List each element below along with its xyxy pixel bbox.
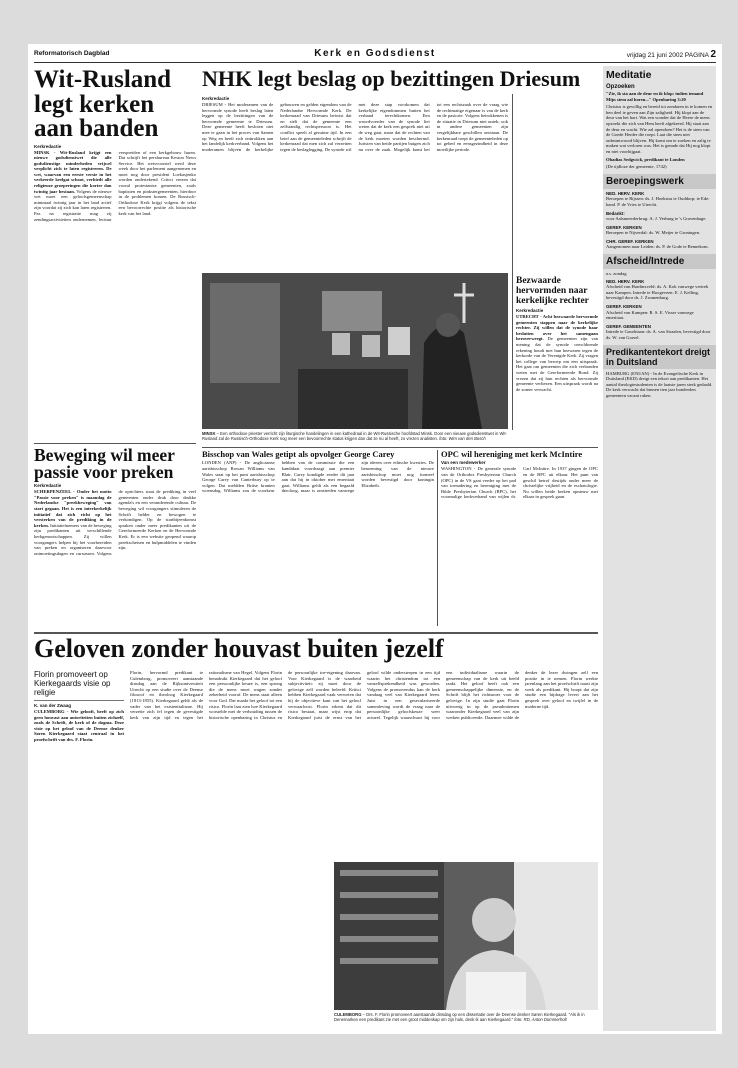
section-title: Kerk en Godsdienst — [314, 48, 436, 59]
beroep-church: GEREF. KERKEN — [606, 224, 642, 230]
body-kierkegaard-cont — [130, 862, 330, 1030]
divider — [202, 447, 598, 448]
article-kierkegaard-body — [130, 670, 598, 860]
article-opc — [441, 450, 598, 628]
body-bezwaarde — [516, 314, 598, 392]
masthead-name: Reformatorisch Dagblad — [34, 50, 110, 57]
meditatie-source: (De tijdloze der gemeente, 1742) — [606, 164, 667, 170]
article-preekbeweging — [34, 447, 196, 629]
meditatie-quote: "Zie, ik sta aan de deur en ik klop: indien iemand Mijn stem zal horen..." Openbaring 3:20 — [606, 91, 704, 102]
predikantentekort-title: Predikantentekort dreigt in Duitsland — [603, 345, 716, 369]
byline-kierkegaard: K. van der Zwaag — [34, 703, 72, 708]
caption-photo-florin: CULEMBORG – Drs. F. Florin promoveert aanstaande dinsdag op een dissertatie over de Deense denker Søren Kierkegaard. "Als ik in Denemarken een predikant zie met een groot middenkap om zijn hals, denk ik aan Kierkegaard." foto: RD, Anton Dommerholt — [334, 1012, 585, 1022]
caption-text-priest: Een orthodoxe priester verricht zijn liturgische handelingen in een kathedraal in de Wit-Russische hoofdstad Minsk. Door een nieuwe godsdienstwet in Wit-Rusland zal de Russisch-Orthodoxe Kerk nog meer een bevoorrechte status krijgen dan dat ze nu al heeft, zo vrezen analisten. — [202, 431, 507, 441]
afscheid-text: Afscheid van Kampen: R. S. E. Visser vanwege emeritaat. — [606, 309, 694, 321]
lead-preekbeweging: SCHERPENZEEL - Onder het motto "Passie voor preken" is maandag de Nederlandse "preekbeweging" van start gegaan. Het is een interkerkelijk initiatief dat zich richt op het versterken van de prediking in de kerken. — [34, 489, 112, 528]
article-driesum-body — [202, 94, 508, 270]
afscheid-text: Intrede te Goudriaan: ds. A. van Straalen, bevestigd door ds. W. van Gorsel. — [606, 329, 711, 340]
priest-photo-illustration — [202, 273, 508, 429]
header-page-number: 2 — [710, 49, 716, 60]
florin-photo-illustration — [334, 862, 598, 1010]
afscheid-church: GEREF. GEMEENTEN — [606, 323, 651, 329]
headline-opc: OPC wil hereniging met kerk McIntire — [441, 450, 583, 459]
body-opc: WASHINGTON - De generale synode van de Orthodox Presbyterian Church (OPC) in de VS gaat verder op het pad van toenadering en hereniging met de Bible Presbyterian Church (BPC), het voormalige kerkverband van wijlen dr. Carl McIntire. In 1937 gingen de OPC en de BPC uit elkaar. Het punt van geschil betrof destijds onder meer de christelijke vrijheid en de eschatologie. Nu willen beide kerken opnieuw met elkaar in gesprek gaan. — [441, 466, 598, 500]
deck-kierkegaard: Florin promoveert op Kierkegaards visie op religie — [34, 670, 111, 697]
byline-wit-rusland: Kerkredactie — [34, 143, 62, 149]
body-driesum-cont — [516, 94, 598, 270]
afscheid-entry — [606, 304, 713, 321]
header-date-page — [627, 49, 716, 60]
lead-text-kierkegaard: CULEMBORG - Wie gelooft, heeft op zich geen houvast aan autoriteiten buiten zichzelf, zoals de Schrift, de kerk of de dogma. Deze visie op het geloof van de Deense denker Søren Kierkegaard staat centraal in het proefschrift van drs. F. Florin. — [34, 709, 124, 742]
header-page-label: PAGINA — [684, 52, 709, 59]
headline-driesum: NHK legt beslag op bezittingen Driesum — [202, 68, 581, 91]
page-header — [34, 48, 716, 63]
lead-wit-rusland: MINSK - Wit-Rusland krijgt een nieuwe godsdienstwet die alle godsdienstige minderheden vrijwel verplicht zich te laten registreren. De wet, waarvan een eerste versie in het verkeerde keelgat schoot, verbiedt alle religieuze groeperingen die korter dan twintig jaar bestaan. — [34, 149, 112, 194]
caption-label-minsk: MINSK — [202, 431, 216, 436]
sidebar — [603, 66, 716, 1031]
divider-heavy — [34, 632, 598, 634]
photo-credit-florin: foto: RD, Anton Dommerholt — [514, 1017, 567, 1022]
afscheid-text: Afscheid van Hardinxveld: ds. A. Kok vanwege vertrek naar Kampen. Intrede te Hoogeveen: E. J. Kelling, bevestigd door ds. J. Zwanenburg. — [606, 284, 709, 301]
body-kierkegaard: Florin, hervormd predikant te Culemborg, promoveert aanstaande dinsdag aan de Rijksuniversiteit Utrecht op een studie over de Deense filosoof en theoloog Kierkegaard (1813-1855). Kierkegaard geldt als de vader van het existentialisme. Hij verzette zich fel tegen de gevestigde kerk van zijn tijd en tegen het rationalisme van Hegel. Volgens Florin benadrukt Kierkegaard dat het geloof een persoonlijke keuze is, een sprong die de mens moet wagen zonder zekerheid vooraf. De mens staat alleen voor God. Dat maakt het geloof tot een risico. Florin laat zien hoe Kierkegaard worstelde met de verhouding tussen de historische openbaring in Christus en de persoonlijke toe-eigening daarvan. Voor Kierkegaard is de waarheid subjectiviteit: zij moet door de gelovige zelf worden beleefd. Kritici hebben Kierkegaard vaak verweten dat hij de objectieve kant van het geloof verwaarloost. Florin erkent dat dit risico bestaat, maar wijst erop dat Kierkegaard juist de ernst van het geloof wilde onderstrepen in een tijd waarin het christendom tot een vanzelfsprekendheid was geworden. Volgens de promovendus kan de kerk vandaag veel van Kierkegaard leren. Juist in een geseculariseerde samenleving wordt de vraag naar de persoonlijke geloofskeuze weer actueel. Tegelijk waarschuwt hij voor een individualisme waarin de gemeenschap van de kerk uit beeld raakt. Het geloof heeft ook een gemeenschappelijke dimensie, en de Schrift blijft het richtsnoer voor de gelovige. In zijn studie gaat Florin uitvoerig in op de pseudoniemen waaronder Kierkegaard veel van zijn werken publiceerde. Daarmee wilde de denker de lezer dwingen zelf een positie in te nemen. Florin werkte jarenlang aan het proefschrift naast zijn werk als predikant. Hij hoopt dat zijn studie een bijdrage levert aan het gesprek over geloof en twijfel in de moderne tijd. — [130, 670, 598, 720]
byline-driesum: Kerkredactie — [202, 96, 230, 101]
afscheid-entry — [606, 279, 713, 301]
headline-kierkegaard: Geloven zonder houvast buiten jezelf — [34, 636, 444, 663]
article-kierkegaard-cont — [130, 862, 330, 1030]
photo-florin — [334, 862, 598, 1010]
article-bezwaarde — [516, 276, 598, 430]
headline-preekbeweging: Beweging wil meer passie voor preken — [34, 447, 175, 483]
beroep-entry — [606, 191, 713, 208]
text-bezwaarde: De gemeenten zijn van mening dat de synode onvoldoende rekening houdt met hun bezwaren tegen de kerkorde van de Verenigde Kerk. Zij vragen het college van beroep om een uitspraak. Het gaat om gemeenten die zich verbonden weten met de Gereformeerde Bond. Zij vrezen dat zij hun rechten als hervormde gemeente verliezen. Een uitspraak wordt na de zomer verwacht. — [516, 336, 598, 392]
headline-bezwaarde: Bezwaarde hervormden naar kerkelijke rechter — [516, 276, 589, 306]
lead-bezwaarde: UTRECHT - Acht bezwaarde hervormde gemeenten stappen naar de kerkelijke rechter. Zij willen dat de synode haar besluiten over het samengaan heroverweegt. — [516, 314, 598, 342]
meditatie-body: Christus is gewillig en bereid tot zondaren in te komen en hen deel te geven aan Zijn zaligheid. Hij klopt aan de deur van het hart. Wat een wonder dat de Heere de mens opzoekt die zich van Hem heeft afgekeerd. Hij staat aan de deur en wacht. Wie zal opendoen? Het is de stem van de Goede Herder die roept. Laat die stem niet onbeantwoord blijven. Hij komt om te zoeken en zalig te maken wat verloren was. Het is genade dat Hij nog klopt en niet voorbijgaat. — [606, 104, 713, 154]
beroep-entry — [606, 225, 713, 236]
photo-credit-priest: foto: Wim van den Bosch — [439, 436, 486, 441]
afscheid-church: GEREF. KERKEN — [606, 304, 642, 310]
divider — [34, 443, 196, 444]
beroep-text: voor Aalsmeerderbrug: A. J. Verburg te 's Gravenhage. — [606, 216, 707, 222]
text-preekbeweging: Initiatiefnemers van de beweging zijn predikanten uit verschillende kerkgenootschappen. Zij willen voorgangers helpen bij het voorbereiden van preken en organiseren daarvoor ontmoetingsdagen en cursussen. Volgens de oprichters staat de prediking in veel gemeenten onder druk door drukke agenda's en een veranderende cultuur. De beweging wil voorgangers stimuleren de Schrift helder en bewogen te verkondigen. Op de startbijeenkomst spraken onder meer predikanten uit de Gereformeerde Kerken en de Hervormde Kerk. Er is een website geopend waarop preekschetsen en hulpmiddelen te vinden zijn. — [34, 489, 196, 556]
body-preekbeweging — [34, 489, 196, 556]
afscheid-entry — [606, 324, 713, 341]
predikantentekort-body: HAMBURG (ENI/AN) - In de Evangelische Kerk in Duitsland (EKD) dreigt een tekort aan predikanten. Het aantal theologiestudenten is de laatste jaren sterk gedaald. De kerk verwacht dat binnen tien jaar honderden gemeenten vacant raken. — [606, 370, 713, 398]
article-kierkegaard-intro — [34, 670, 124, 1030]
beroep-text: Beroepen te Nijverdal: ds. W. Meijer te Groningen. — [606, 230, 701, 236]
article-wit-rusland — [34, 68, 196, 441]
article-wales — [202, 450, 434, 628]
beroep-entry — [606, 211, 713, 222]
meditatie-title: Meditatie — [606, 69, 652, 81]
divider — [34, 700, 124, 701]
body-wales: LONDEN (ANP) - De anglicaanse aartsbisschop Rowan Williams van Wales staat op het punt aartsbisschop George Carey van Canterbury op te volgen. Dat meldden Britse kranten woensdag. Williams zou de voorkeur hebben van de commissie die een kandidaat voordraagt aan premier Blair. Carey kondigde eerder dit jaar aan dat hij in oktober met emeritaat gaat. Williams geldt als een begaafd theoloog, maar is omstreden vanwege zijn ideeen over ethische kwesties. De benoeming van de nieuwe aartsbisschop moet nog formeel worden bevestigd door koningin Elizabeth. — [202, 460, 434, 494]
text-wit-rusland: Volgens de nieuwe wet moet een geloofsgemeenschap minimaal twintig jaar in het land actief zijn voordat zij zich kan laten registreren. Pas na registratie mag zij zendingsactiviteiten ondernemen, lectuur verspreiden of een kerkgebouw huren. Dat schrijft het persbureau Keston News Service. Het wetsvoorstel werd deze week door het parlement aangenomen en moet nog door president Loekasjenko worden ondertekend. Critici vrezen dat vooral protestantse gemeenten, zoals baptisten en pinkstergemeenten, hierdoor in de problemen komen. De Russisch-Orthodoxe Kerk krijgt volgens de tekst een bevoorrechte positie als historische kerk van het land. — [34, 149, 196, 222]
beroep-church: NED. HERV. KERK — [606, 190, 645, 196]
afscheid-church: NED. HERV. KERK — [606, 278, 645, 284]
headline-wales: Bisschop van Wales getipt als opvolger George Carey — [202, 450, 395, 459]
byline-bezwaarde: Kerkredactie — [516, 308, 544, 313]
beroep-entry — [606, 239, 713, 250]
afscheid-day: a.s. zondag — [606, 271, 627, 277]
beroepingswerk-title: Beroepingswerk — [603, 174, 716, 189]
byline-opc: Van een medewerker — [441, 460, 486, 466]
article-bezwaarde-top — [516, 94, 598, 270]
caption-photo-priest: MINSK – Een orthodoxe priester verricht zijn liturgische handelingen in een kathedraal in de Wit-Russische hoofdstad Minsk. Door een nieuwe godsdienstwet in Wit-Rusland zal de Russisch-Orthodoxe Kerk nog meer een bevoorrechte status krijgen dan dat ze nu al heeft, zo vrezen analisten. foto: Wim van den Bosch — [202, 431, 507, 441]
caption-text-florin: Drs. F. Florin promoveert aanstaande dinsdag op een dissertatie over de Deense denker Søren Kierkegaard. "Als ik in Denemarken een predikant zie met een groot middenkap om zijn hals, denk ik aan Kierkegaard." — [334, 1012, 585, 1022]
column-divider — [437, 450, 438, 626]
photo-orthodox-priest — [202, 273, 508, 429]
beroep-church: Bedankt: — [606, 210, 625, 216]
header-date: vrijdag 21 juni 2002 — [626, 52, 684, 59]
beroep-text: Beroepen te Rijssen: ds. J. Hoekstra te Ouddorp; te Ede: kand. P. de Vries te Utrecht. — [606, 196, 710, 207]
lead-kierkegaard — [34, 709, 124, 743]
body-wit-rusland — [34, 150, 196, 223]
beroep-church: CHR. GEREF. KERKEN — [606, 238, 654, 244]
meditatie-author: Obadias Sedgwick, predikant te Londen — [606, 156, 685, 162]
caption-label-culemborg: CULEMBORG — [334, 1012, 362, 1017]
column-divider — [512, 94, 513, 430]
byline-preekbeweging: Kerkredactie — [34, 483, 62, 489]
body-driesum: DRIESUM - Het moderamen van de hervormde synode heeft beslag laten leggen op de bezittingen van de hervormde gemeente te Driesum. Deze gemeente heeft besloten niet mee te gaan in het proces van Samen op Weg en heeft zich onttrokken aan het landelijk kerkverband. Volgens het moderamen blijven de kerkelijke gebouwen en gelden eigendom van de Nederlandse Hervormde Kerk. De kerkenraad van Driesum betwist dat en stelt dat de gemeente een zelfstandig rechtspersoon is. Het conflict speelt al geruime tijd. In een brief aan de gemeenteleden schrijft de kerkenraad dat men zich zal verzetten tegen de beslaglegging. De synode wil met deze stap voorkomen dat kerkelijke eigendommen buiten het verband terechtkomen. Een woordvoerder van de synode liet weten dat de kerk een gesprek niet uit de weg gaat, maar dat de rechten van de kerk moeten worden beschermd. Juristen van beide partijen buigen zich nu over de zaak. Mogelijk komt het tot een rechtszaak over de vraag wie de rechtmatige eigenaar is van de kerk en de pastorie. Volgens betrokkenen is de situatie in Driesum niet uniek; ook in andere gemeenten zijn vergelijkbare geschillen ontstaan. De kerkenraad roept de gemeenteleden op tot gebed en eensgezindheid in deze moeilijke periode. — [202, 102, 508, 152]
meditatie-subtitle: Opzoeken — [606, 84, 635, 90]
beroep-text: Aangenomen naar Leiden: ds. P. de Gode te Bennekom. — [606, 244, 709, 250]
newspaper-page — [28, 44, 722, 1034]
afscheid-intrede-title: Afscheid/Intrede — [603, 254, 716, 269]
headline-wit-rusland: Wit-Rusland legt kerken aan banden — [34, 68, 172, 142]
